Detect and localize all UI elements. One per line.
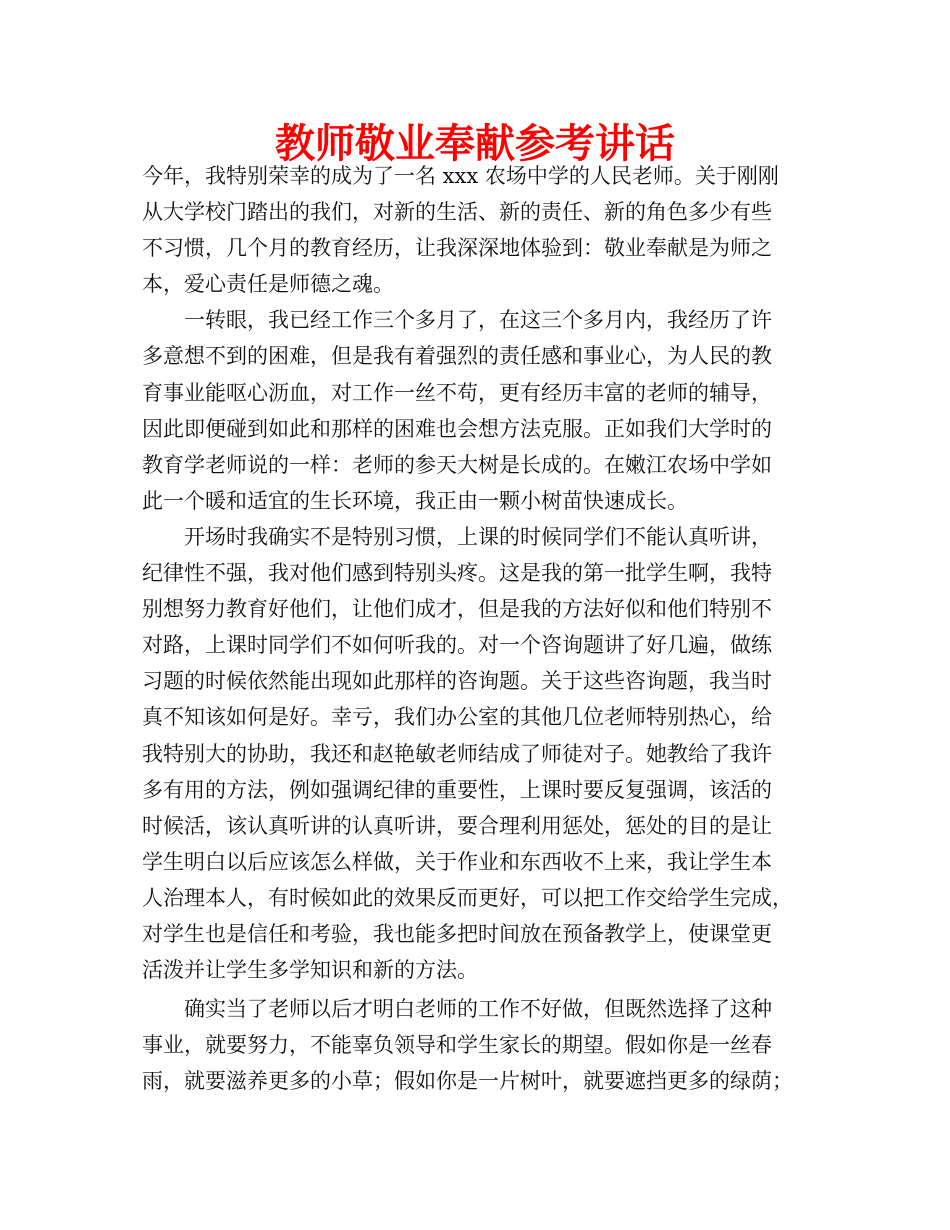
text-line: 多意想不到的困难，但是我有着强烈的责任感和事业心，为人民的教 [142,344,772,369]
text-line: 确实当了老师以后才明白老师的工作不好做，但既然选择了这种 [184,997,772,1022]
text-line: 多有用的方法，例如强调纪律的重要性，上课时要反复强调，该活的 [142,777,772,802]
text-line: 对学生也是信任和考验，我也能多把时间放在预备教学上，使课堂更 [142,921,772,946]
text-line: 事业，就要努力，不能辜负领导和学生家长的期望。假如你是一丝春 [142,1033,772,1058]
text-line: 学生明白以后应该怎么样做，关于作业和东西收不上来，我让学生本 [142,849,772,874]
text-line: 习题的时候依然能出现如此那样的咨询题。关于这些咨询题，我当时 [142,669,772,694]
text-line: 纪律性不强，我对他们感到特别头疼。这是我的第一批学生啊，我特 [142,561,772,586]
text-line: 开场时我确实不是特别习惯，上课的时候同学们不能认真听讲， [184,524,772,549]
text-line: 活泼并让学生多学知识和新的方法。 [142,958,478,983]
text-line: 人治理本人，有时候如此的效果反而更好，可以把工作交给学生完成， [142,885,793,910]
text-line: 我特别大的协助，我还和赵艳敏老师结成了师徒对子。她教给了我许 [142,741,772,766]
document-title: 教师敬业奉献参考讲话 [275,121,675,167]
text-line: 今年，我特别荣幸的成为了一名 xxx 农场中学的人民老师。关于刚刚 [142,164,779,188]
text-line: 时候活，该认真听讲的认真听讲，要合理利用惩处，惩处的目的是让 [142,813,772,838]
text-line: 从大学校门踏出的我们，对新的生活、新的责任、新的角色多少有些 [142,200,772,225]
text-line: 本，爱心责任是师德之魂。 [142,272,394,297]
text-line: 因此即便碰到如此和那样的困难也会想方法克服。正如我们大学时的 [142,416,772,441]
text-line: 一转眼，我已经工作三个多月了，在这三个多月内，我经历了许 [184,308,772,333]
text-line: 别想努力教育好他们，让他们成才，但是我的方法好似和他们特别不 [142,597,772,622]
text-line: 教育学老师说的一样：老师的参天大树是长成的。在嫩江农场中学如 [142,452,772,477]
text-line: 真不知该如何是好。幸亏，我们办公室的其他几位老师特别热心，给 [142,705,772,730]
document-body [142,158,822,1099]
text-line: 对路，上课时同学们不如何听我的。对一个咨询题讲了好几遍，做练 [142,633,772,658]
text-line: 不习惯，几个月的教育经历，让我深深地体验到：敬业奉献是为师之 [142,236,772,261]
text-line: 此一个暖和适宜的生长环境，我正由一颗小树苗快速成长。 [142,488,688,513]
text-line: 育事业能呕心沥血，对工作一丝不苟，更有经历丰富的老师的辅导， [142,380,772,405]
text-line: 雨，就要滋养更多的小草；假如你是一片树叶，就要遮挡更多的绿荫； [142,1069,793,1094]
